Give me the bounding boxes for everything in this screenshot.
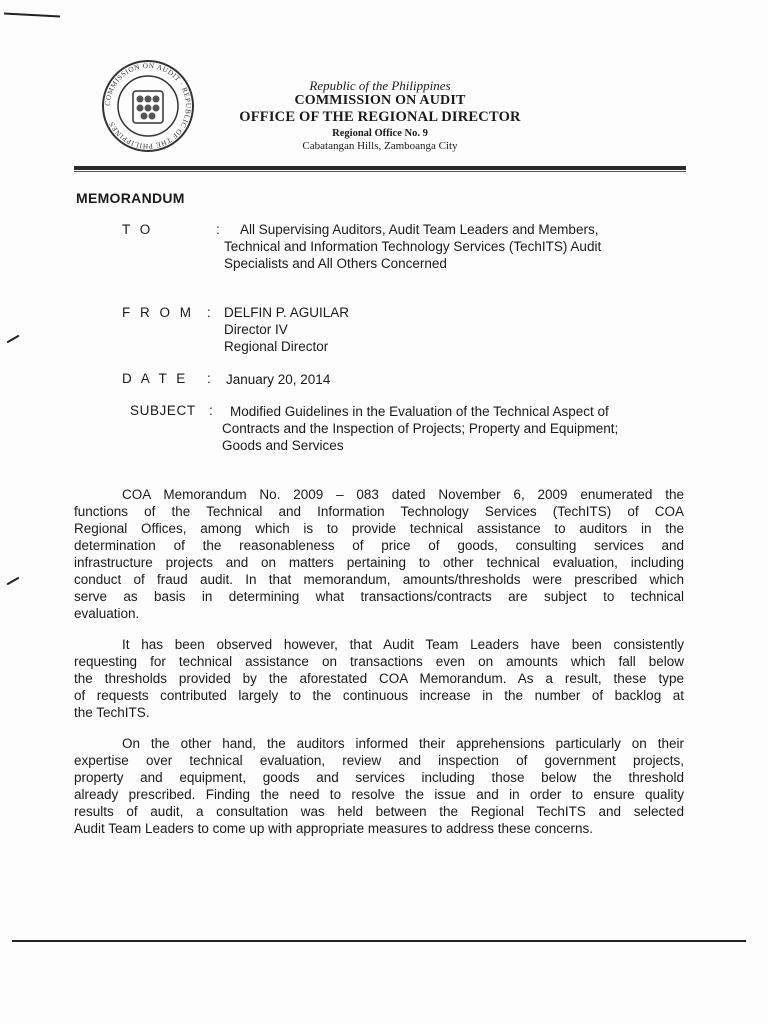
paragraph-line: expertise over technical evaluation, review and inspection of government projects, [74, 753, 684, 768]
paragraph-line: infrastructure projects and on matters pertaining to other technical evaluation, including [74, 555, 684, 570]
paragraph-line: already prescribed. Finding the need to resolve the issue and in order to ensure quality [74, 787, 684, 802]
paragraph-line: conduct of fraud audit. In that memorandum, amounts/thresholds were prescribed which [74, 572, 684, 587]
date-value: January 20, 2014 [226, 372, 331, 387]
header-divider-thick [74, 166, 686, 170]
paragraph-line: results of audit, a consultation was held between the Regional TechITS and selected [74, 804, 684, 819]
to-colon: : [216, 222, 220, 237]
paragraph-line: On the other hand, the auditors informed their apprehensions particularly on their [122, 736, 684, 751]
coa-seal-icon [100, 58, 196, 154]
date-colon: : [207, 371, 211, 386]
paragraph-line: the TechITS. [74, 705, 150, 720]
paragraph-line: Regional Offices, among which is to provide technical assistance to auditors in the [74, 521, 684, 536]
from-value [224, 304, 349, 355]
seal-ring-text: COMMISSION ON AUDIT · REPUBLIC OF THE PHILIPPINES [103, 61, 193, 151]
paragraph-line: of requests contributed largely to the continuous increase in the number of backlog at [74, 688, 684, 703]
to-line: Technical and Information Technology Services (TechITS) Audit [224, 239, 602, 254]
office-address: Cabatangan Hills, Zamboanga City [302, 140, 458, 152]
from-line: Regional Director [224, 339, 329, 354]
paragraph-line: COA Memorandum No. 2009 – 083 dated November 6, 2009 enumerated the [122, 487, 684, 502]
to-label: T O [122, 222, 154, 237]
from-colon: : [207, 305, 211, 320]
to-line: Specialists and All Others Concerned [224, 256, 447, 271]
paragraph-line: functions of the Technical and Information Technology Services (TechITS) of COA [74, 504, 684, 519]
republic-line: Republic of the Philippines [309, 78, 451, 93]
from-line: Director IV [224, 322, 288, 337]
paragraph-line: It has been observed however, that Audit Team Leaders have been consistently [122, 637, 684, 652]
body-paragraph-2 [74, 636, 684, 721]
subject-line: Modified Guidelines in the Evaluation of the Technical Aspect of [230, 404, 609, 419]
from-label: F R O M [122, 305, 194, 320]
subject-line: Goods and Services [222, 438, 344, 453]
paragraph-line: determination of the reasonableness of price of goods, consulting services and [74, 538, 684, 553]
date-label: D A T E [122, 371, 189, 386]
subject-colon: : [209, 403, 213, 418]
paragraph-line: requesting for technical assistance on transactions even on amounts which fall below [74, 654, 684, 669]
to-line: All Supervising Auditors, Audit Team Leaders and Members, [240, 222, 599, 237]
agency-name: COMMISSION ON AUDIT [294, 93, 466, 108]
office-name: OFFICE OF THE REGIONAL DIRECTOR [239, 109, 521, 125]
scan-mark-left-upper [6, 335, 19, 344]
regional-office: Regional Office No. 9 [332, 128, 428, 139]
paragraph-line: the thresholds provided by the aforestated COA Memorandum. As a result, these type [74, 671, 684, 686]
letterhead [220, 78, 540, 153]
from-line: DELFIN P. AGUILAR [224, 305, 350, 320]
body-paragraph-3 [74, 735, 684, 837]
scan-mark-left-lower [6, 577, 19, 586]
paragraph-line: evaluation. [74, 606, 140, 621]
paragraph-line: Audit Team Leaders to come up with appropriate measures to address these concerns. [74, 821, 594, 836]
header-divider-thin [74, 171, 686, 172]
to-value [224, 221, 601, 272]
scan-mark-top-left [4, 13, 60, 18]
subject-line: Contracts and the Inspection of Projects; Property and Equipment; [222, 421, 619, 436]
memo-title: MEMORANDUM [76, 190, 185, 206]
page-bottom-rule [12, 940, 746, 942]
paragraph-line: property and equipment, goods and services including those below the threshold [74, 770, 684, 785]
subject-label: SUBJECT [130, 403, 196, 418]
paragraph-line: serve as basis in determining what transactions/contracts are subject to technical [74, 589, 684, 604]
body-paragraph-1 [74, 486, 684, 622]
subject-value [222, 403, 618, 454]
